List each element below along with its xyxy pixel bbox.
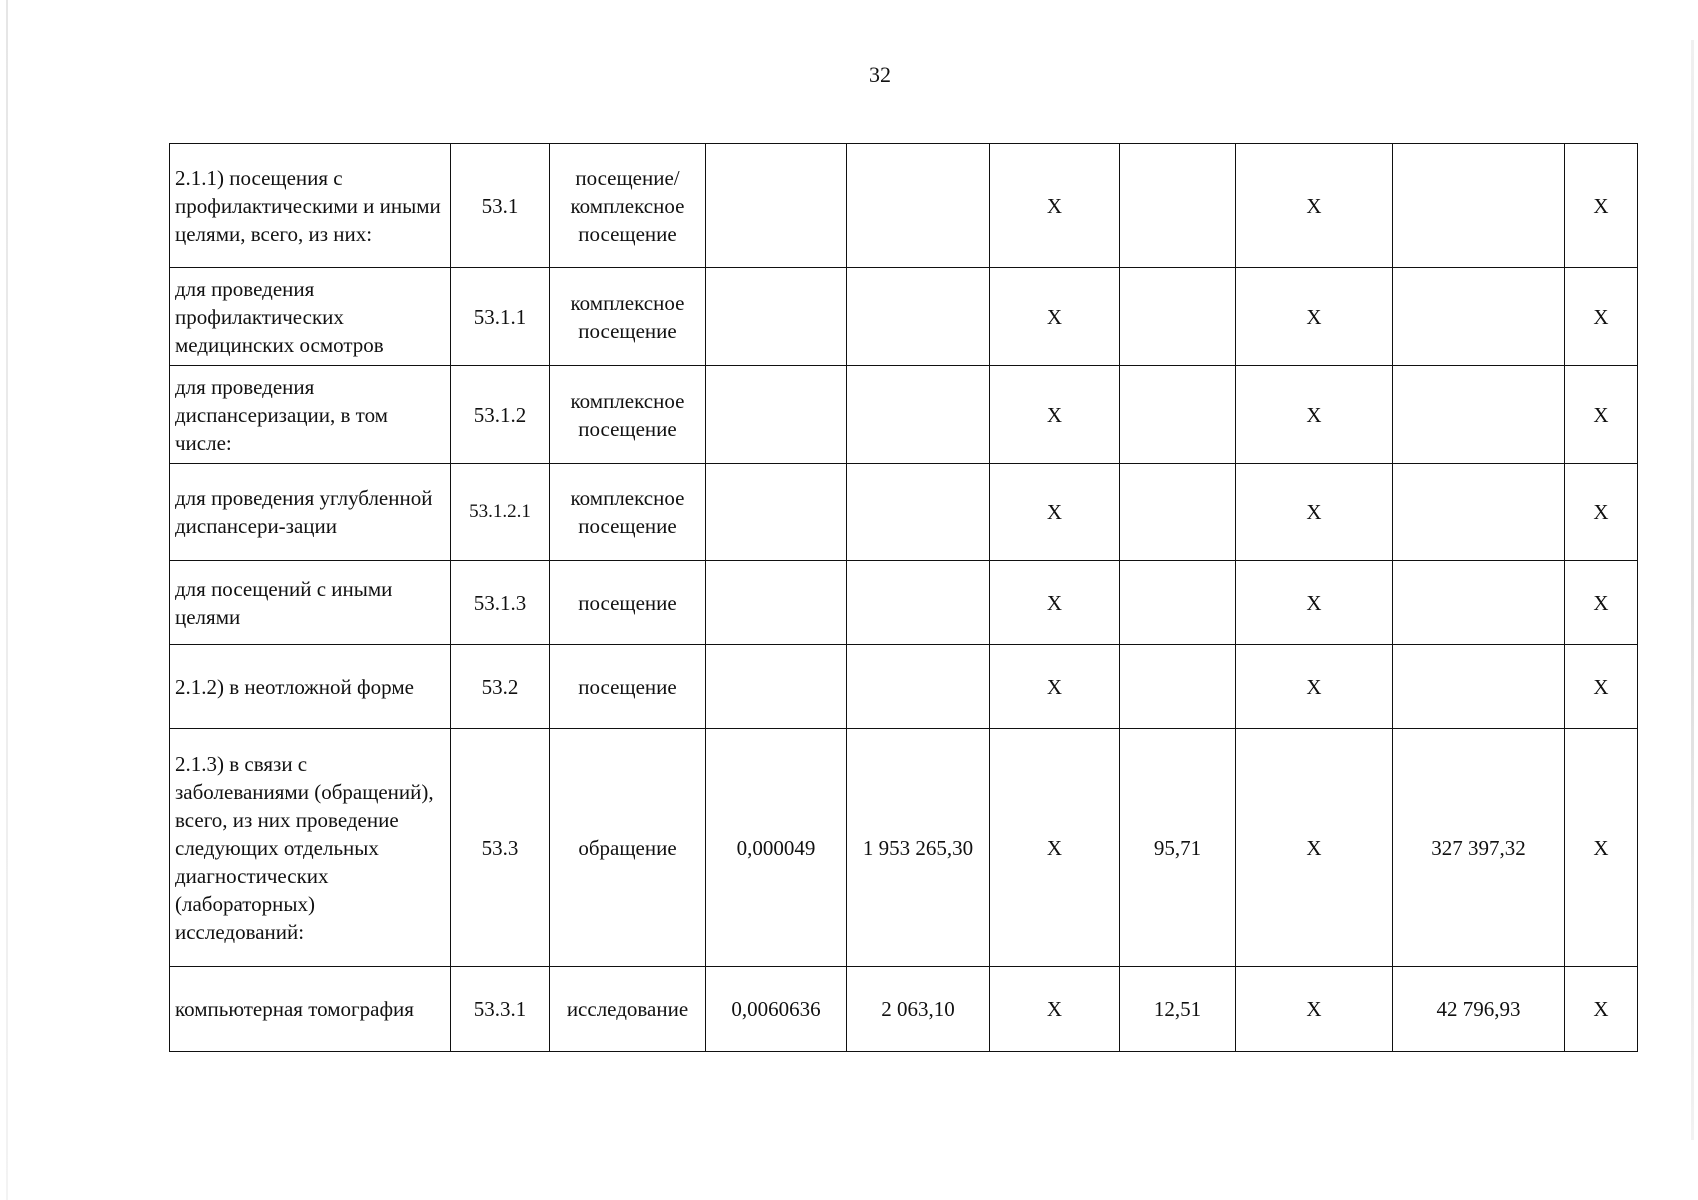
row-value-3	[1120, 464, 1236, 561]
row-x-mark-2: X	[1236, 729, 1393, 967]
row-value-3	[1120, 366, 1236, 464]
row-x-mark-1: X	[990, 645, 1120, 729]
row-x-mark-2: X	[1236, 561, 1393, 645]
row-value-4: 327 397,32	[1393, 729, 1565, 967]
row-unit: посещение	[550, 561, 706, 645]
table-row	[170, 645, 1638, 729]
table-row	[170, 268, 1638, 366]
row-x-mark-1: X	[990, 729, 1120, 967]
row-x-mark-3: X	[1565, 366, 1638, 464]
row-value-3	[1120, 144, 1236, 268]
table-row	[170, 464, 1638, 561]
row-value-4	[1393, 268, 1565, 366]
row-name: для посещений с иными целями	[170, 561, 451, 645]
row-x-mark-3: X	[1565, 967, 1638, 1052]
row-x-mark-2: X	[1236, 268, 1393, 366]
row-x-mark-2: X	[1236, 967, 1393, 1052]
row-name: для проведения профилактических медицинских осмотров	[170, 268, 451, 366]
row-unit: посещение/ комплексное посещение	[550, 144, 706, 268]
row-value-1: 0,0060636	[706, 967, 847, 1052]
row-value-1	[706, 561, 847, 645]
row-value-2: 1 953 265,30	[847, 729, 990, 967]
row-unit: обращение	[550, 729, 706, 967]
row-x-mark-2: X	[1236, 645, 1393, 729]
row-code: 53.2	[451, 645, 550, 729]
row-name: для проведения диспансеризации, в том числе:	[170, 366, 451, 464]
table-row	[170, 144, 1638, 268]
row-value-4	[1393, 366, 1565, 464]
row-value-4	[1393, 144, 1565, 268]
scan-edge-right	[1691, 40, 1694, 1140]
row-value-2	[847, 268, 990, 366]
row-code: 53.1.3	[451, 561, 550, 645]
scan-edge-left	[6, 0, 8, 1200]
row-code: 53.1.2	[451, 366, 550, 464]
row-value-1	[706, 366, 847, 464]
row-code: 53.3	[451, 729, 550, 967]
row-value-2	[847, 366, 990, 464]
row-unit: комплексное посещение	[550, 366, 706, 464]
row-name: 2.1.1) посещения с профилактическими и иными целями, всего, из них:	[170, 144, 451, 268]
row-value-3	[1120, 645, 1236, 729]
row-x-mark-2: X	[1236, 366, 1393, 464]
row-value-4	[1393, 645, 1565, 729]
row-x-mark-1: X	[990, 967, 1120, 1052]
row-unit: исследование	[550, 967, 706, 1052]
row-value-3: 95,71	[1120, 729, 1236, 967]
row-x-mark-1: X	[990, 144, 1120, 268]
table-row	[170, 366, 1638, 464]
row-value-2	[847, 464, 990, 561]
row-name: 2.1.3) в связи с заболеваниями (обращений), всего, из них проведение следующих отдельных диагностических (лабораторных) исследований:	[170, 729, 451, 967]
row-unit: посещение	[550, 645, 706, 729]
row-name: 2.1.2) в неотложной форме	[170, 645, 451, 729]
row-value-1	[706, 268, 847, 366]
row-value-2	[847, 645, 990, 729]
row-x-mark-3: X	[1565, 464, 1638, 561]
row-value-1	[706, 464, 847, 561]
table-row	[170, 729, 1638, 967]
row-value-3	[1120, 268, 1236, 366]
row-unit: комплексное посещение	[550, 464, 706, 561]
row-code: 53.1.2.1	[451, 464, 550, 561]
row-x-mark-1: X	[990, 366, 1120, 464]
row-x-mark-3: X	[1565, 645, 1638, 729]
row-code: 53.3.1	[451, 967, 550, 1052]
row-value-3: 12,51	[1120, 967, 1236, 1052]
row-value-3	[1120, 561, 1236, 645]
row-name: компьютерная томография	[170, 967, 451, 1052]
table-row	[170, 561, 1638, 645]
row-x-mark-3: X	[1565, 561, 1638, 645]
row-value-4: 42 796,93	[1393, 967, 1565, 1052]
row-name: для проведения углубленной диспансери-зации	[170, 464, 451, 561]
row-value-1	[706, 645, 847, 729]
row-value-4	[1393, 464, 1565, 561]
row-value-1: 0,000049	[706, 729, 847, 967]
row-value-2: 2 063,10	[847, 967, 990, 1052]
row-code: 53.1.1	[451, 268, 550, 366]
page-number: 32	[869, 62, 891, 87]
row-x-mark-2: X	[1236, 464, 1393, 561]
data-table	[169, 143, 1638, 1052]
row-value-2	[847, 561, 990, 645]
row-code: 53.1	[451, 144, 550, 268]
row-x-mark-3: X	[1565, 729, 1638, 967]
row-x-mark-3: X	[1565, 144, 1638, 268]
row-x-mark-1: X	[990, 561, 1120, 645]
row-value-1	[706, 144, 847, 268]
row-x-mark-3: X	[1565, 268, 1638, 366]
row-x-mark-1: X	[990, 268, 1120, 366]
row-x-mark-2: X	[1236, 144, 1393, 268]
row-unit: комплексное посещение	[550, 268, 706, 366]
row-x-mark-1: X	[990, 464, 1120, 561]
row-value-4	[1393, 561, 1565, 645]
table-row	[170, 967, 1638, 1052]
row-value-2	[847, 144, 990, 268]
